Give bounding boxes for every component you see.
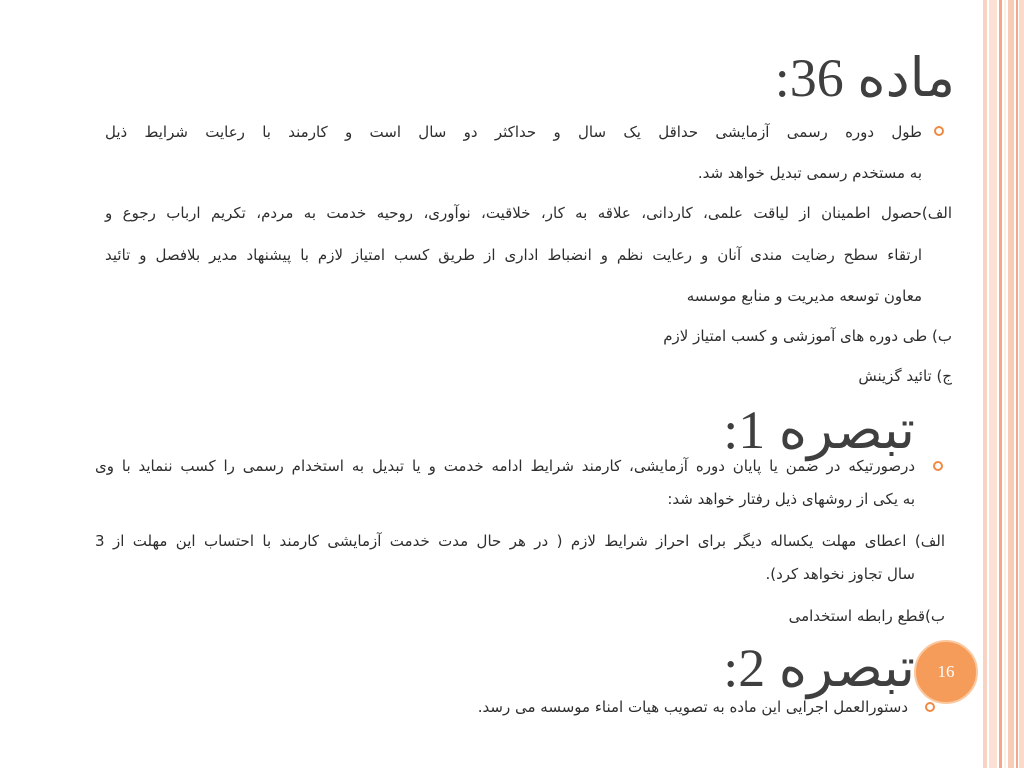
decorative-stripe: [983, 0, 987, 768]
decorative-stripe: [989, 0, 997, 768]
decorative-stripe: [1019, 0, 1024, 768]
decorative-stripe: [999, 0, 1002, 768]
decorative-stripe: [1004, 0, 1006, 768]
page-number-badge: [914, 640, 978, 704]
article-bullet-line: به مستخدم رسمی تبدیل خواهد شد.: [697, 164, 922, 182]
note-1-title: تبصره 1:: [723, 400, 915, 460]
decorative-stripe: [1008, 0, 1014, 768]
note-2-bullet-text: دستورالعمل اجرایی این ماده به تصویب هیات امناء موسسه می رسد.: [477, 698, 908, 716]
article-bullet-line: طول دوره رسمی آزمایشی حداقل یک سال و حداکثر دو سال است و کارمند با رعایت شرایط ذیل: [105, 123, 922, 141]
clause-alef-line: معاون توسعه مدیریت و منابع موسسه: [686, 287, 922, 305]
clause-alef-line: ارتقاء سطح رضایت مندی آنان و رعایت نظم و انضباط اداری از طریق کسب امتیاز لازم با پیشنهاد مدیر بلافصل و تائید: [105, 246, 922, 264]
option-alef-line: سال تجاوز نخواهد کرد).: [765, 565, 915, 583]
clause-alef-line: الف)حصول اطمینان از لیاقت علمی، کاردانی، علاقه به کار، خلاقیت، نوآوری، روحیه خدمت به مردم، تکریم ارباب رجوع و: [105, 204, 952, 222]
page-number: 16: [937, 662, 955, 681]
slide-title: ماده 36:: [774, 48, 955, 108]
bullet-icon: [934, 126, 944, 136]
decorative-stripe: [1016, 0, 1018, 768]
note-1-bullet-line: به یکی از روشهای ذیل رفتار خواهد شد:: [667, 490, 915, 508]
clause-jim: ج) تائید گزینش: [858, 367, 952, 385]
bullet-icon: [933, 461, 943, 471]
option-be: ب)قطع رابطه استخدامی: [788, 607, 945, 625]
note-1-bullet-line: درصورتیکه در ضمن یا پایان دوره آزمایشی، کارمند شرایط ادامه خدمت و یا تبدیل به استخدام رسمی را کسب ننماید با وی: [95, 457, 915, 475]
option-alef-line: الف) اعطای مهلت یکساله دیگر برای احراز شرایط لازم ( در هر حال مدت خدمت آزمایشی کارمند با احتساب این مهلت از 3: [95, 532, 945, 550]
bullet-icon: [925, 702, 935, 712]
clause-be: ب) طی دوره های آموزشی و کسب امتیاز لازم: [663, 327, 952, 345]
note-2-title: تبصره 2:: [723, 638, 915, 698]
